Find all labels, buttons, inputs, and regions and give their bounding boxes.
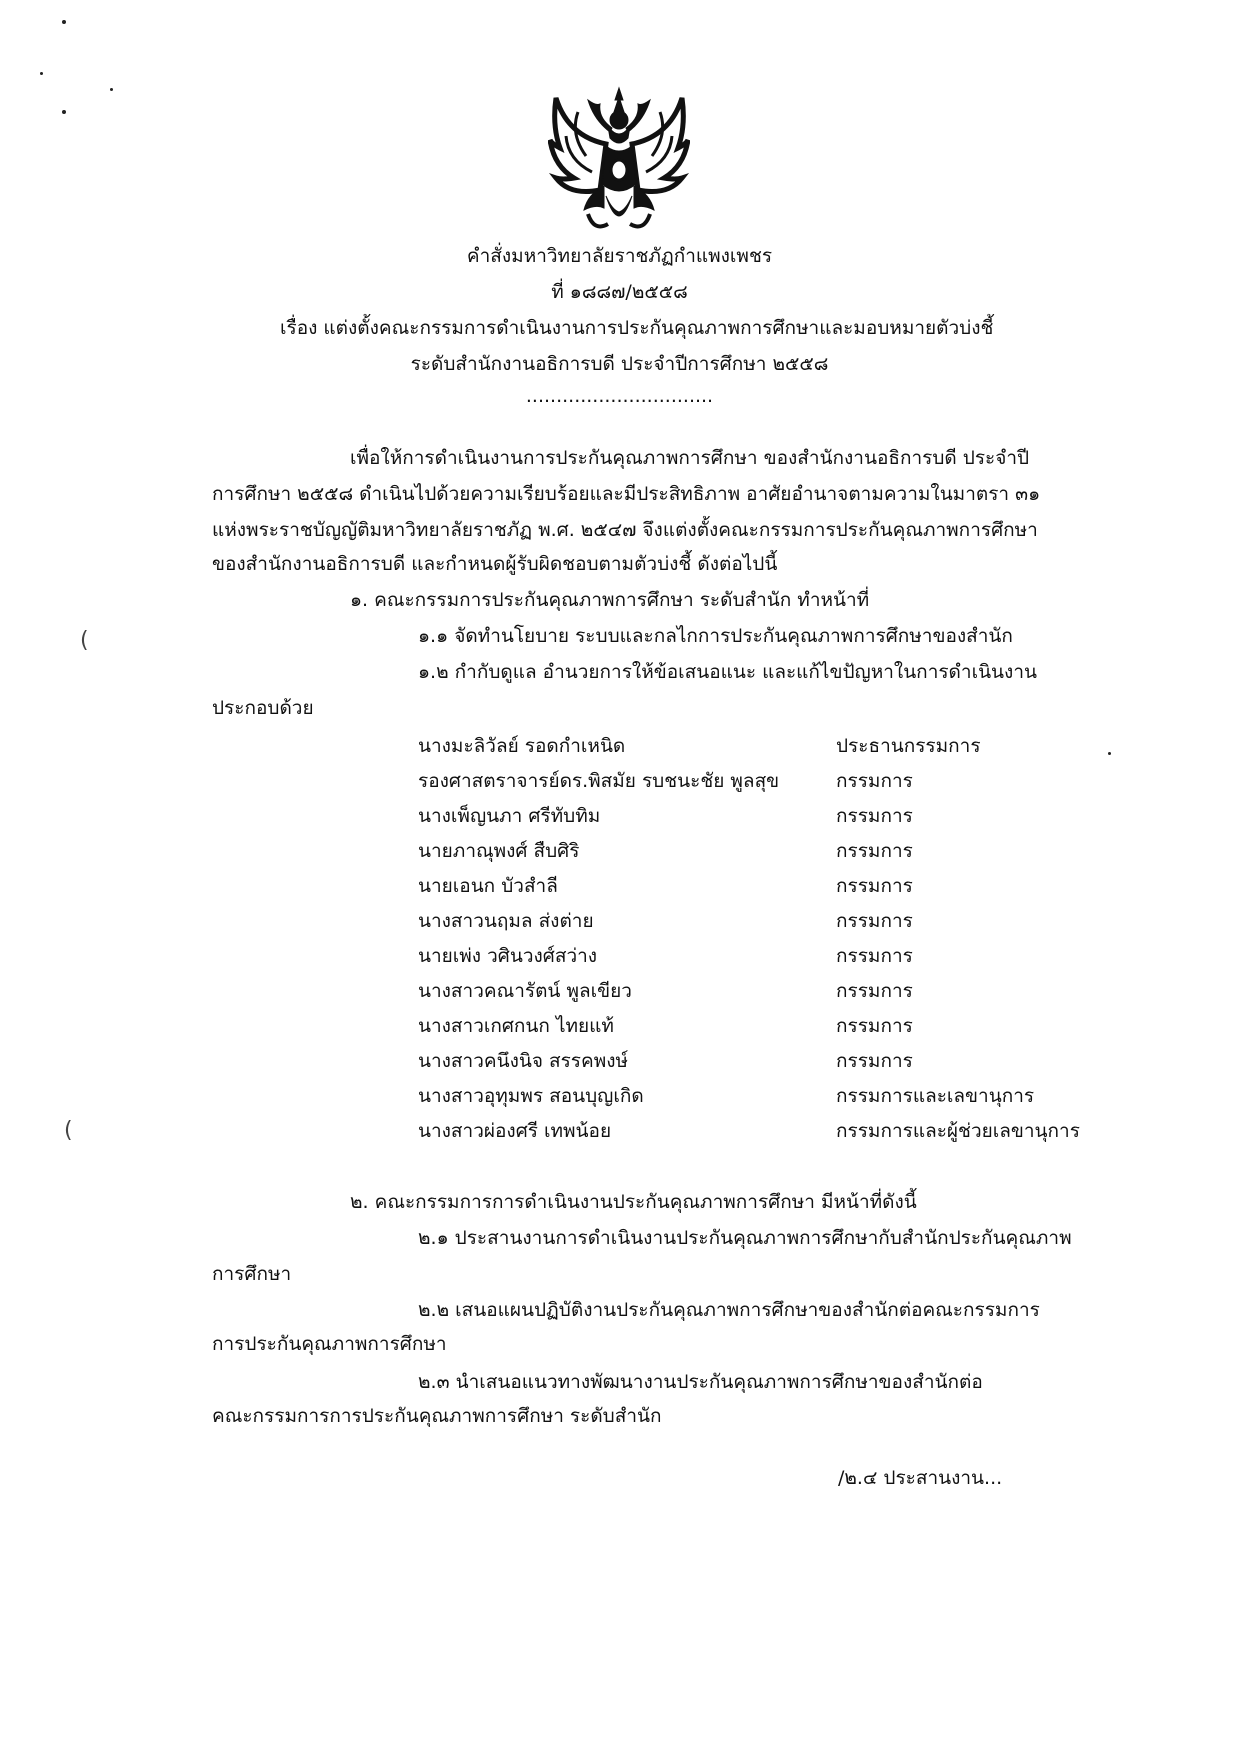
scan-speck [110, 88, 113, 91]
header-divider: ............................... [525, 385, 714, 407]
member-role: ประธานกรรมการ [836, 735, 981, 757]
order-number: ที่ ๑๘๘๗/๒๕๕๘ [551, 281, 688, 303]
member-role: กรรมการ [836, 875, 913, 897]
member-role: กรรมการ [836, 980, 913, 1002]
page-continuation: /๒.๔ ประสานงาน... [838, 1467, 1003, 1489]
section-2-item-2-line-2: การประกันคุณภาพการศึกษา [212, 1333, 447, 1355]
section-2-heading: ๒. คณะกรรมการการดำเนินงานประกันคุณภาพการศึกษา มีหน้าที่ดังนี้ [350, 1191, 917, 1213]
member-role: กรรมการและผู้ช่วยเลขานุการ [836, 1120, 1080, 1142]
section-1-item-2: ๑.๒ กำกับดูแล อำนวยการให้ข้อเสนอแนะ และแก้ไขปัญหาในการดำเนินงาน [418, 661, 1037, 683]
consist-label: ประกอบด้วย [212, 697, 314, 719]
subject-line-2: ระดับสำนักงานอธิการบดี ประจำปีการศึกษา ๒๕๕๘ [410, 353, 829, 375]
member-name: นายเพ่ง วศินวงศ์สว่าง [418, 945, 598, 967]
member-name: นางมะลิวัลย์ รอดกำเหนิด [418, 735, 626, 757]
scan-speck [62, 20, 66, 24]
intro-line-3: แห่งพระราชบัญญัติมหาวิทยาลัยราชภัฏ พ.ศ. ๒๕๔๗ จึงแต่งตั้งคณะกรรมการประกันคุณภาพการศึกษา [212, 519, 1038, 541]
scan-speck [40, 72, 43, 75]
section-2-item-1-line-1: ๒.๑ ประสานงานการดำเนินงานประกันคุณภาพการศึกษากับสำนักประกันคุณภาพ [418, 1227, 1072, 1249]
section-2-item-3-line-1: ๒.๓ นำเสนอแนวทางพัฒนางานประกันคุณภาพการศึกษาของสำนักต่อ [418, 1371, 983, 1393]
section-2-item-3-line-2: คณะกรรมการการประกันคุณภาพการศึกษา ระดับสำนัก [212, 1405, 662, 1427]
member-role: กรรมการ [836, 770, 913, 792]
garuda-emblem [548, 86, 690, 236]
section-1-item-1: ๑.๑ จัดทำนโยบาย ระบบและกลไกการประกันคุณภาพการศึกษาของสำนัก [418, 625, 1013, 647]
section-2-item-1-line-2: การศึกษา [212, 1263, 292, 1285]
member-role: กรรมการ [836, 1015, 913, 1037]
scan-speck [62, 110, 66, 114]
scan-speck [1108, 752, 1111, 755]
member-role: กรรมการ [836, 840, 913, 862]
scan-mark: ( [80, 628, 89, 653]
member-name: นางเพ็ญนภา ศรีทับทิม [418, 805, 601, 827]
scan-mark: ( [64, 1118, 73, 1143]
member-role: กรรมการ [836, 1050, 913, 1072]
member-name: นางสาวเกศกนก ไทยแท้ [418, 1015, 614, 1037]
member-name: นางสาวนฤมล ส่งต่าย [418, 910, 594, 932]
member-role: กรรมการและเลขานุการ [836, 1085, 1035, 1107]
section-2-item-2-line-1: ๒.๒ เสนอแผนปฏิบัติงานประกันคุณภาพการศึกษาของสำนักต่อคณะกรรมการ [418, 1299, 1040, 1321]
member-role: กรรมการ [836, 910, 913, 932]
member-name: รองศาสตราจารย์ดร.พิสมัย รบชนะชัย พูลสุข [418, 770, 780, 792]
member-name: นายเอนก บัวสำลี [418, 875, 558, 897]
order-title: คำสั่งมหาวิทยาลัยราชภัฏกำแพงเพชร [466, 245, 773, 267]
subject-line-1: เรื่อง แต่งตั้งคณะกรรมการดำเนินงานการประกันคุณภาพการศึกษาและมอบหมายตัวบ่งชี้ [280, 317, 994, 339]
member-name: นายภาณุพงศ์ สืบศิริ [418, 840, 580, 862]
intro-line-4: ของสำนักงานอธิการบดี และกำหนดผู้รับผิดชอบตามตัวบ่งชี้ ดังต่อไปนี้ [212, 553, 778, 575]
intro-line-2: การศึกษา ๒๕๕๘ ดำเนินไปด้วยความเรียบร้อยและมีประสิทธิภาพ อาศัยอำนาจตามความในมาตรา ๓๑ [212, 483, 1041, 505]
member-role: กรรมการ [836, 805, 913, 827]
member-name: นางสาวอุทุมพร สอนบุญเกิด [418, 1085, 644, 1107]
member-name: นางสาวคนึงนิจ สรรคพงษ์ [418, 1050, 629, 1072]
intro-line-1: เพื่อให้การดำเนินงานการประกันคุณภาพการศึกษา ของสำนักงานอธิการบดี ประจำปี [350, 447, 1030, 469]
member-name: นางสาวผ่องศรี เทพน้อย [418, 1120, 612, 1142]
member-role: กรรมการ [836, 945, 913, 967]
section-1-heading: ๑. คณะกรรมการประกันคุณภาพการศึกษา ระดับสำนัก ทำหน้าที่ [350, 589, 870, 611]
member-name: นางสาวคณารัตน์ พูลเขียว [418, 980, 632, 1002]
